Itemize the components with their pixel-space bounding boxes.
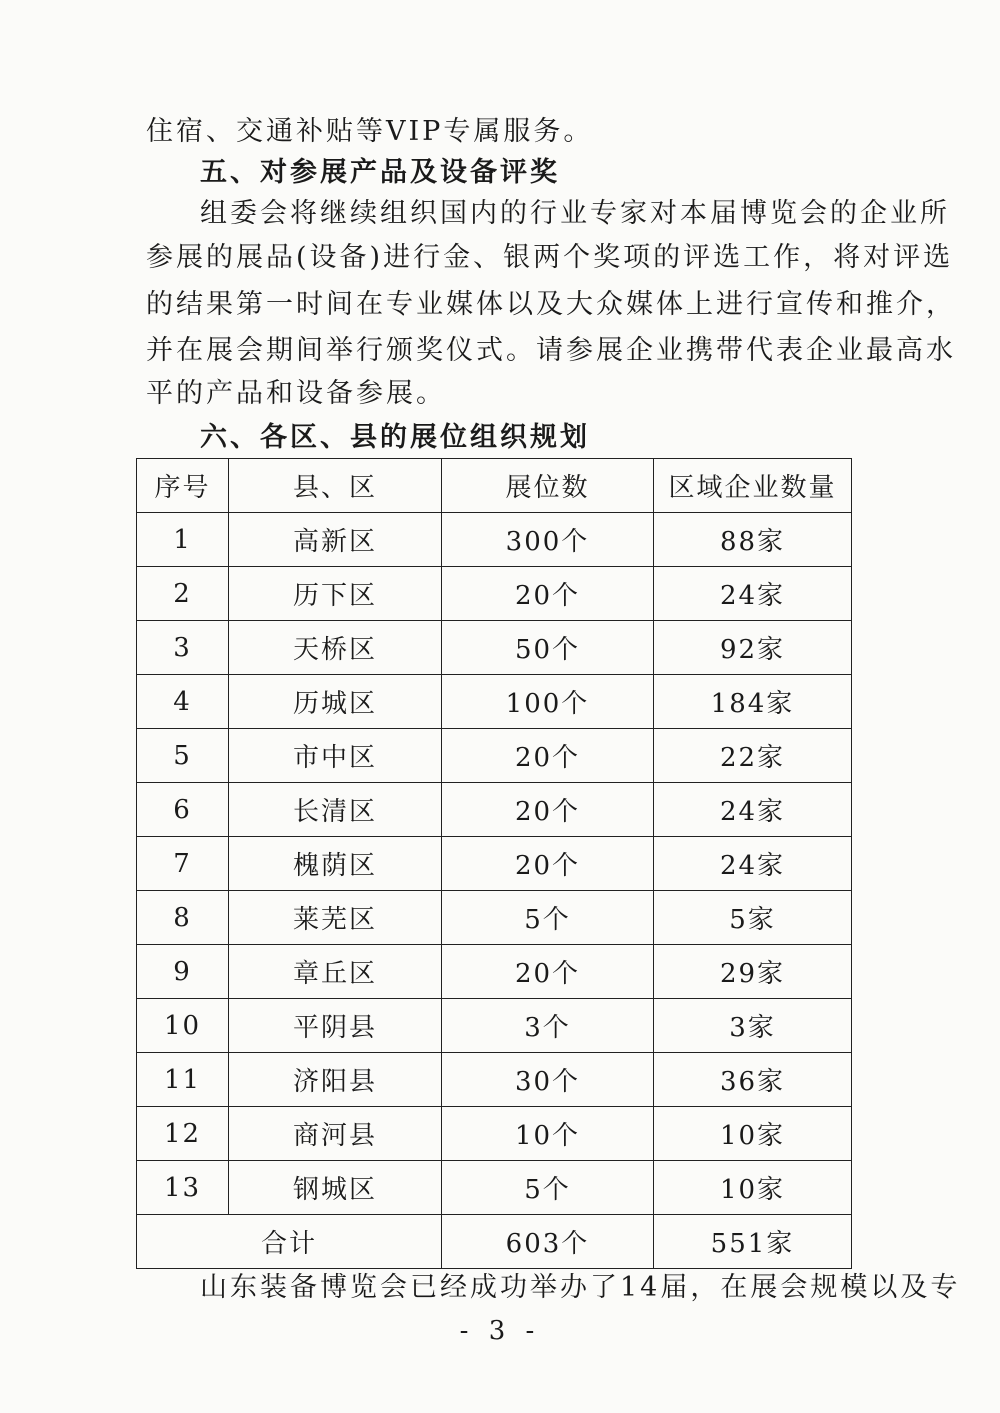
cell-companies: 29家 [654,945,852,999]
table-row [137,837,852,891]
cell-index: 5 [137,729,229,783]
cell-district: 章丘区 [229,945,442,999]
cell-index: 13 [137,1161,229,1215]
cell-booths: 20个 [442,567,654,621]
cell-companies: 3家 [654,999,852,1053]
total-booths: 603个 [442,1215,654,1269]
table-row [137,891,852,945]
cell-booths: 20个 [442,783,654,837]
section-heading-5: 五、对参展产品及设备评奖 [200,157,560,188]
cell-district: 莱芜区 [229,891,442,945]
table-row [137,567,852,621]
cell-district: 商河县 [229,1107,442,1161]
header-index: 序号 [137,459,229,513]
paragraph-line: 住宿、交通补贴等VIP专属服务。 [146,116,594,147]
cell-booths: 20个 [442,945,654,999]
cell-companies: 24家 [654,567,852,621]
total-label: 合计 [137,1215,442,1269]
table-row [137,999,852,1053]
cell-district: 槐荫区 [229,837,442,891]
paragraph-line: 并在展会期间举行颁奖仪式。请参展企业携带代表企业最高水 [146,335,956,366]
cell-district: 历城区 [229,675,442,729]
cell-index: 4 [137,675,229,729]
table-row [137,1161,852,1215]
cell-index: 7 [137,837,229,891]
cell-companies: 88家 [654,513,852,567]
cell-booths: 10个 [442,1107,654,1161]
page-number: - 3 - [459,1316,541,1346]
paragraph-line: 的结果第一时间在专业媒体以及大众媒体上进行宣传和推介， [146,289,956,320]
cell-index: 3 [137,621,229,675]
table-row [137,783,852,837]
cell-companies: 24家 [654,783,852,837]
table-body [137,513,852,1215]
cell-booths: 5个 [442,1161,654,1215]
cell-district: 长清区 [229,783,442,837]
cell-district: 天桥区 [229,621,442,675]
cell-companies: 24家 [654,837,852,891]
cell-district: 历下区 [229,567,442,621]
cell-index: 11 [137,1053,229,1107]
cell-index: 1 [137,513,229,567]
cell-booths: 20个 [442,837,654,891]
table-row [137,1053,852,1107]
total-companies: 551家 [654,1215,852,1269]
cell-companies: 92家 [654,621,852,675]
paragraph-line: 平的产品和设备参展。 [146,378,446,409]
cell-district: 钢城区 [229,1161,442,1215]
table-row [137,945,852,999]
cell-booths: 300个 [442,513,654,567]
cell-index: 9 [137,945,229,999]
cell-index: 6 [137,783,229,837]
cell-district: 平阴县 [229,999,442,1053]
table-row [137,1107,852,1161]
cell-companies: 36家 [654,1053,852,1107]
cell-booths: 5个 [442,891,654,945]
header-booths: 展位数 [442,459,654,513]
booth-allocation-table [136,458,852,1269]
table-total-row [137,1215,852,1269]
table-header-row [137,459,852,513]
section-heading-6: 六、各区、县的展位组织规划 [200,422,590,453]
cell-booths: 3个 [442,999,654,1053]
header-companies: 区域企业数量 [654,459,852,513]
cell-index: 2 [137,567,229,621]
cell-companies: 5家 [654,891,852,945]
cell-index: 12 [137,1107,229,1161]
cell-booths: 20个 [442,729,654,783]
cell-district: 市中区 [229,729,442,783]
table-row [137,729,852,783]
cell-booths: 100个 [442,675,654,729]
table-row [137,675,852,729]
cell-index: 10 [137,999,229,1053]
cell-district: 高新区 [229,513,442,567]
paragraph-line: 山东装备博览会已经成功举办了14届，在展会规模以及专 [200,1272,961,1303]
cell-index: 8 [137,891,229,945]
cell-district: 济阳县 [229,1053,442,1107]
cell-companies: 22家 [654,729,852,783]
cell-companies: 10家 [654,1107,852,1161]
cell-companies: 184家 [654,675,852,729]
paragraph-line: 组委会将继续组织国内的行业专家对本届博览会的企业所 [200,198,950,229]
table-row [137,513,852,567]
paragraph-line: 参展的展品(设备)进行金、银两个奖项的评选工作，将对评选 [146,242,954,273]
cell-booths: 30个 [442,1053,654,1107]
table-row [137,621,852,675]
cell-booths: 50个 [442,621,654,675]
header-district: 县、区 [229,459,442,513]
cell-companies: 10家 [654,1161,852,1215]
